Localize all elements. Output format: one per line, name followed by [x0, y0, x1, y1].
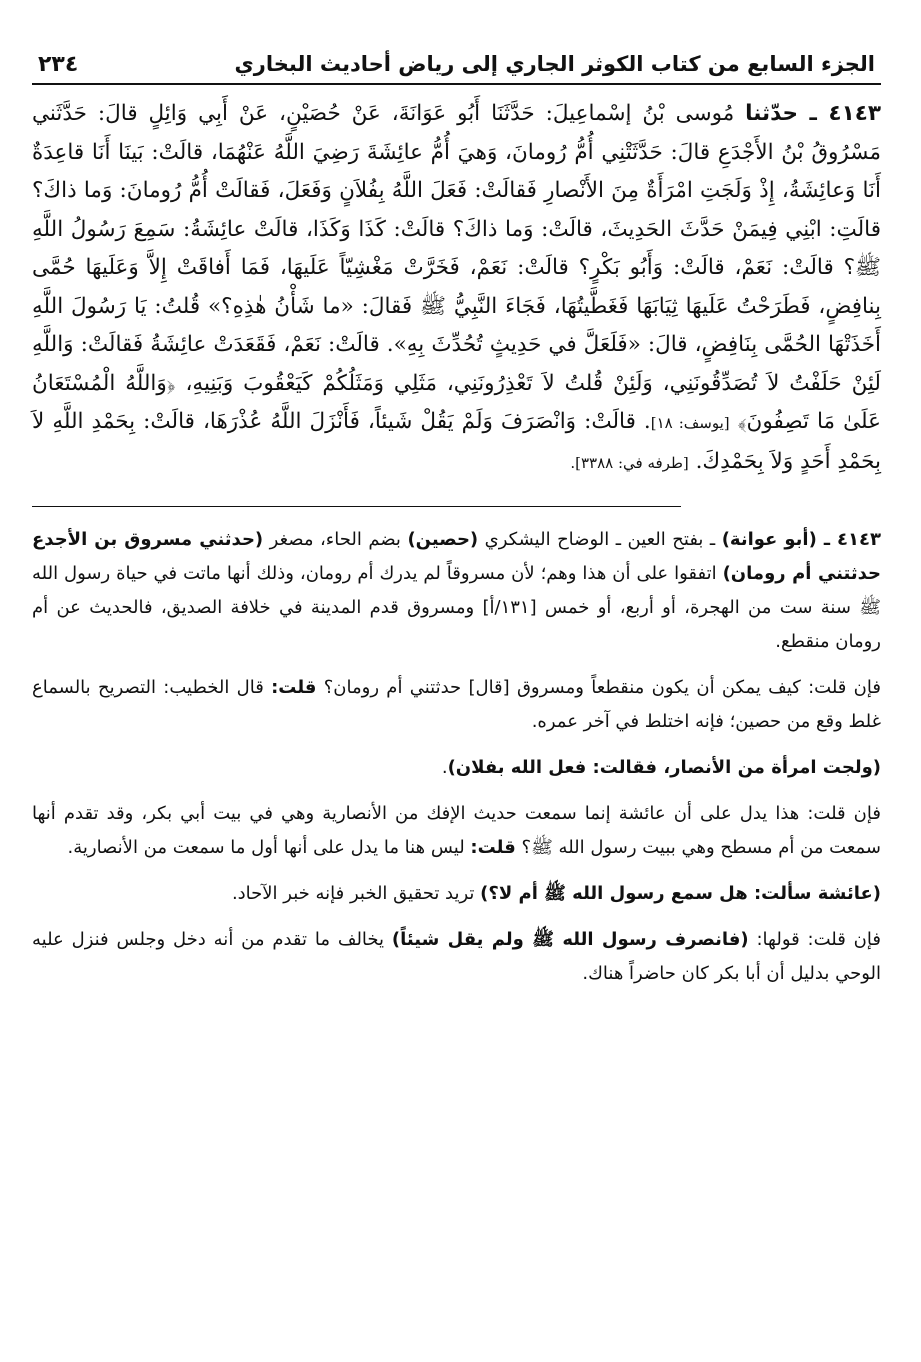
page-number: ٢٣٤ [38, 52, 79, 77]
commentary-paragraph [32, 751, 881, 785]
cross-reference: [طرفه في: ٣٣٨٨]. [570, 453, 689, 472]
hadith-body-end: . قالَتْ: وَانْصَرَفَ وَلَمْ يَقُلْ شَيئاً، فَأَنْزَلَ اللَّهُ عُذْرَهَا، قالَتْ: بِحَمْدِ اللَّهِ لاَ بِحَمْدِ أَحَدٍ وَلاَ بِحَمْدِكَ. [32, 409, 881, 474]
commentary-text: فإن قلت: كيف يمكن أن يكون منقطعاً ومسروق [قال] حدثتني أم رومان؟ [316, 677, 881, 698]
commentary-text: ليس هنا ما يدل على أنها أول ما سمعت من الأنصارية. [67, 837, 471, 858]
quoted-term: (ولجت امرأة من الأنصار، فقالت: فعل الله بفلان) [447, 757, 881, 778]
commentary-text: بضم الحاء، مصغر [263, 529, 408, 550]
commentary-text: اتفقوا على أن هذا وهم؛ لأن مسروقاً لم يدرك أم رومان، وذلك أنها ماتت في حياة رسول الله ﷺ سنة ست من الهجرة، أو أربع، أو خمس [١٣١/أ] ومسروق قدم المدينة في خلافة الصديق، فالحديث عن أم رومان منقطع. [32, 563, 881, 652]
commentary-text: فإن قلت: قولها: [748, 929, 881, 950]
hadith-number: ٤١٤٣ ـ حدّثنا [745, 101, 881, 126]
book-page [32, 52, 881, 1003]
answer-marker: قلت: [470, 837, 516, 858]
hadith-body: مُوسى بْنُ إسْماعِيلَ: حَدَّثَنَا أَبُو عَوَانَةَ، عَنْ حُصَيْنٍ، عَنْ أَبِي وَائِلٍ قالَ: حَدَّثَني مَسْرُوقُ بْنُ الأَجْدَعِ قالَ: حَدَّثَتْنِي أُمُّ رُومانَ، وَهيَ أُمُّ عائِشَةَ رَضِيَ اللَّهُ عَنْهُمَا، قالَتْ: بَينَا أَنَا قاعِدَةٌ أَنَا وَعائِشَةُ، إِذْ وَلَجَتِ امْرَأَةٌ مِنَ الأَنْصارِ فَقالَتْ: فَعَلَ اللَّهُ بِفُلاَنٍ وَفَعَلَ، فَقالَتْ أُمُّ رُومانَ: وَما ذاكَ؟ قالَتِ: ابْنِي فِيمَنْ حَدَّثَ الحَدِيثَ، قالَتْ: وَما ذاكَ؟ قالَتْ: كَذَا وَكَذَا، قالَتْ عائِشَةُ: سَمِعَ رَسُولُ اللَّهِ ﷺ؟ قالَتْ: نَعَمْ، قالَتْ: وَأَبُو بَكْرٍ؟ قالَتْ: نَعَمْ، فَخَرَّتْ مَغْشِيّاً عَلَيهَا، فَمَا أَفاقَتْ إِلاَّ وَعَلَيهَا حُمَّى بِنافِضٍ، فَطَرَحْتُ عَلَيهَا ثِيَابَهَا فَغَطَّيتُهَا، فَجَاءَ النَّبِيُّ ﷺ فَقالَ: «ما شَأْنُ هٰذِهِ؟» قُلتُ: يَا رَسُولَ اللَّهِ أَخَذَتْهَا الحُمَّى بِنَافِضٍ، قالَ: «فَلَعَلَّ في حَدِيثٍ تُحُدِّثَ بِهِ». قالَتْ: نَعَمْ، فَقَعَدَتْ عائِشَةُ فَقالَتْ: وَاللَّهِ لَئِنْ حَلَفْتُ لاَ تُصَدِّقُونَنِي، وَلَئِنْ قُلتُ لاَ تَعْذِرُونَنِي، مَثَلِي وَمَثَلُكُمْ كَيَعْقُوبَ وَبَنِيهِ، ﴿وَاللَّهُ الْمُسْتَعَانُ عَلَىٰ مَا تَصِفُونَ﴾ [32, 101, 881, 434]
quoted-term: (فانصرف رسول الله ﷺ ولم يقل شيئاً) [391, 929, 749, 950]
quoted-term: (حدثني مسروق بن الأجدع حدثتني أم رومان) [32, 529, 881, 584]
running-title: الجزء السابع من كتاب الكوثر الجاري إلى رياض أحاديث البخاري [234, 52, 875, 76]
commentary [32, 523, 881, 991]
commentary-text: فإن قلت: هذا يدل على أن عائشة إنما سمعت حديث الإفك من الأنصارية وهي في بيت أبي بكر، وقد تقدم أنها سمعت من أم مسطح وهي ببيت رسول الله ﷺ؟ [32, 803, 881, 858]
commentary-paragraph [32, 797, 881, 865]
commentary-paragraph [32, 671, 881, 739]
answer-marker: قلت: [271, 677, 317, 698]
quoted-term: (أبو عوانة) [721, 529, 817, 550]
commentary-text: يخالف ما تقدم من أنه دخل وجلس فنزل عليه الوحي بدليل أن أبا بكر كان حاضراً هناك. [32, 929, 881, 984]
quoted-term: (عائشة سألت: هل سمع رسول الله ﷺ أم لا؟) [480, 883, 881, 904]
commentary-paragraph [32, 523, 881, 659]
quran-reference: [يوسف: ١٨] [650, 414, 730, 432]
commentary-text: . [441, 757, 448, 778]
page-header [32, 52, 881, 85]
footnote-divider [32, 506, 681, 507]
commentary-text: ـ بفتح العين ـ الوضاح اليشكري [478, 529, 722, 550]
commentary-paragraph [32, 877, 881, 911]
commentary-paragraph [32, 923, 881, 991]
commentary-number: ٤١٤٣ ـ [816, 529, 881, 550]
quoted-term: (حصين) [407, 529, 479, 550]
commentary-text: قال الخطيب: التصريح بالسماع غلط وقع من حصين؛ فإنه اختلط في آخر عمره. [32, 677, 881, 732]
hadith-text [32, 95, 881, 482]
commentary-text: تريد تحقيق الخبر فإنه خبر الآحاد. [231, 883, 481, 904]
